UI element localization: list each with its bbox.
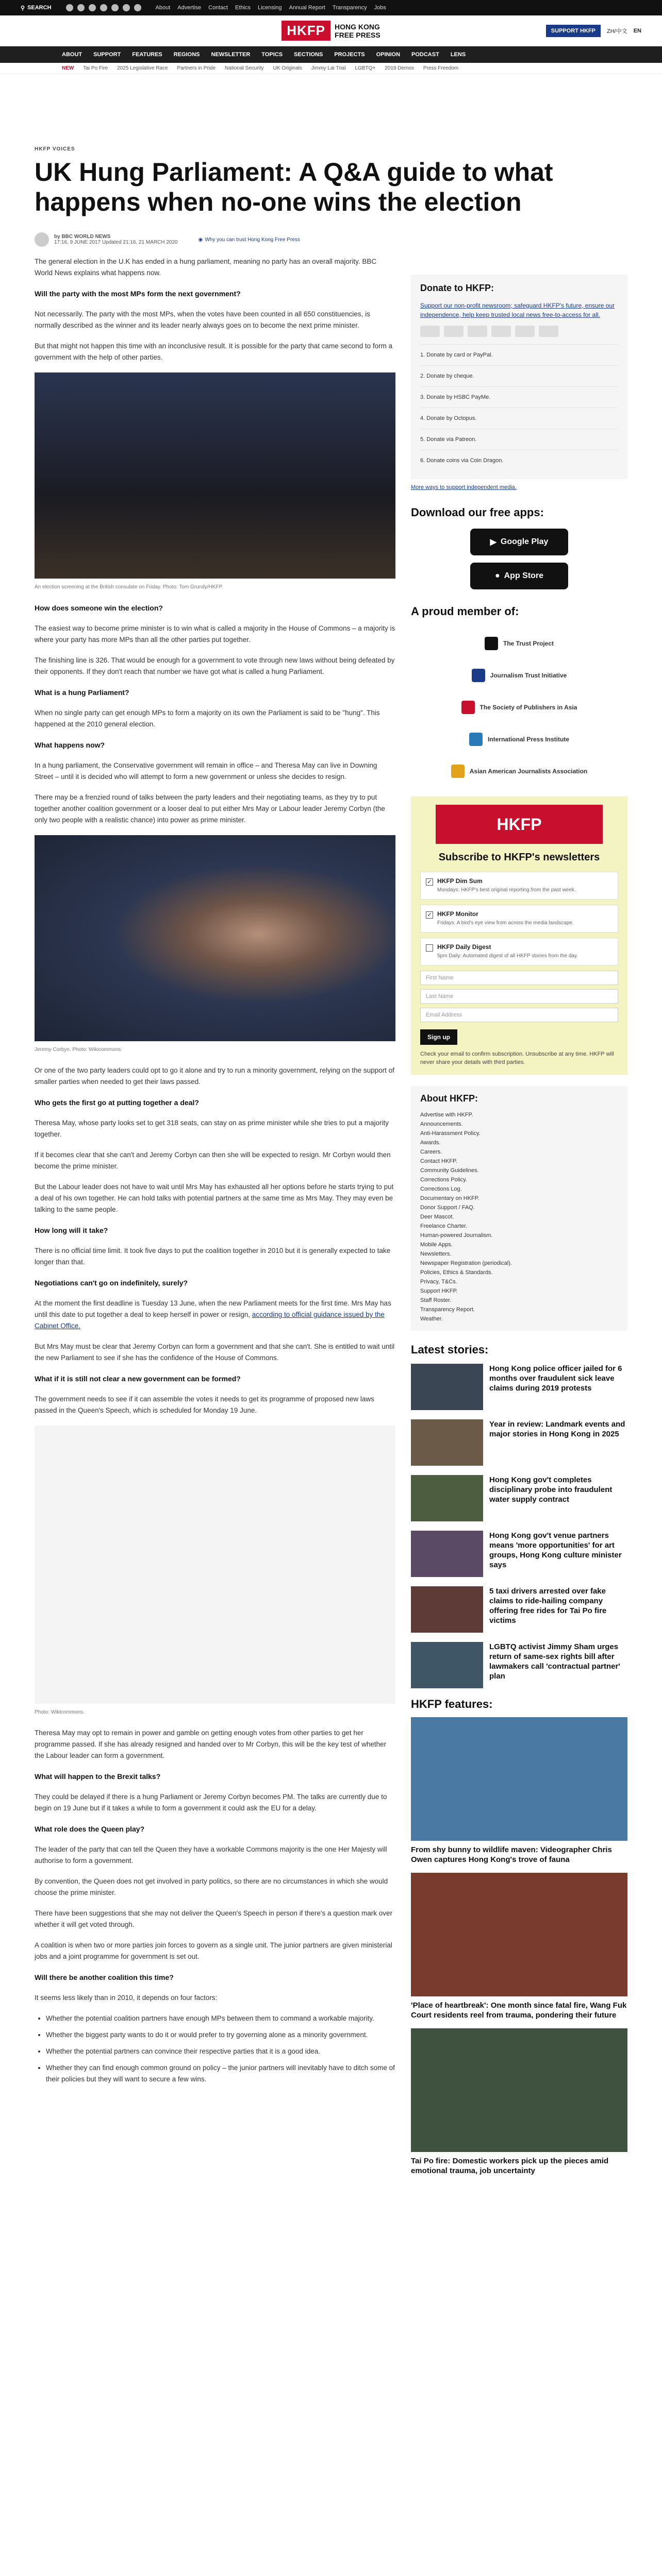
section-heading: What if it is still not clear a new government can be formed? <box>35 1375 241 1383</box>
newsletter-options <box>420 872 618 965</box>
image-caption: An election screening at the British consulate on Friday. Photo: Tom Grundy/HKFP. <box>35 584 223 590</box>
story-thumbnail[interactable] <box>411 1586 483 1633</box>
story-title[interactable]: Year in review: Landmark events and major stories in Hong Kong in 2025 <box>489 1420 625 1438</box>
newsletter-desc: 5pm Daily: Automated digest of all HKFP stories from the day. <box>437 953 578 959</box>
article-paragraph: Theresa May, whose party looks set to get 318 seats, can stay on as prime minister while she tries to put a majority together. <box>35 1119 389 1138</box>
author-avatar <box>35 232 49 247</box>
about-link[interactable]: Anti-Harassment Policy. <box>420 1130 481 1137</box>
trending-link[interactable]: Partners in Pride <box>177 65 216 71</box>
member-logo[interactable] <box>411 691 627 723</box>
article-category[interactable]: HKFP VOICES <box>35 146 75 152</box>
top-link[interactable]: Ethics <box>235 5 251 11</box>
donate-method[interactable]: 1. Donate by card or PayPal. <box>420 344 618 365</box>
newsletter-checkbox[interactable]: ✓ <box>426 878 433 886</box>
newsletter-name: HKFP Daily Digest <box>437 943 491 951</box>
member-name: The Society of Publishers in Asia <box>479 704 577 711</box>
trending-bar <box>0 63 662 74</box>
about-link[interactable]: Staff Roster. <box>420 1297 452 1303</box>
newsletter-option-text <box>437 877 576 894</box>
story-item[interactable] <box>411 1419 627 1466</box>
article-paragraph: The general election in the U.K has ended in a hung parliament, meaning no party has an overall majority. BBC World News explains what happens now. <box>35 258 377 277</box>
support-button[interactable]: SUPPORT HKFP <box>546 25 601 37</box>
about-link[interactable]: Documentary on HKFP. <box>420 1195 479 1201</box>
page-container <box>35 146 627 2184</box>
feature-item[interactable] <box>411 2028 627 2176</box>
trending-link[interactable]: 2025 Legislative Race <box>117 65 168 71</box>
story-title[interactable]: Hong Kong police officer jailed for 6 months over fraudulent sick leave claims during 2019 protests <box>489 1364 622 1393</box>
factor-item: • Whether they can find enough common ground on policy – the junior partners will inevitably have to ditch some of their policies but they will want to secure a few wins. <box>46 2062 395 2085</box>
story-item[interactable] <box>411 1364 627 1410</box>
top-link[interactable]: Contact <box>208 5 228 11</box>
top-utility-bar <box>0 0 662 15</box>
google-play-button[interactable] <box>470 529 568 555</box>
member-logo[interactable] <box>411 723 627 755</box>
nav-item[interactable]: FEATURES <box>132 52 162 58</box>
visa-icon <box>420 326 440 337</box>
about-link[interactable]: Freelance Charter. <box>420 1223 468 1229</box>
octopus-icon <box>539 326 558 337</box>
story-thumbnail[interactable] <box>411 1419 483 1466</box>
article-body <box>35 256 395 2184</box>
section-heading: How does someone win the election? <box>35 604 163 612</box>
section-heading: What role does the Queen play? <box>35 1825 145 1833</box>
about-link[interactable]: Corrections Log. <box>420 1186 462 1192</box>
feature-item[interactable] <box>411 1717 627 1865</box>
donate-text[interactable]: Support our non-profit newsroom; safeguard HKFP's future, ensure our independence, help keep trusted local news free-to-access for all. <box>420 302 615 318</box>
about-link[interactable]: Weather. <box>420 1316 443 1322</box>
newsletter-desc: Mondays: HKFP's best original reporting from the past week. <box>437 887 576 893</box>
member-name: Journalism Trust Initiative <box>490 672 567 679</box>
nav-item[interactable]: REGIONS <box>173 52 200 58</box>
search-button[interactable]: ⚲ SEARCH <box>21 5 52 11</box>
feature-image[interactable] <box>411 2028 627 2152</box>
feature-item[interactable] <box>411 1873 627 2020</box>
search-icon: ⚲ <box>21 5 25 11</box>
article-paragraph: There may be a frenzied round of talks between the party leaders and their negotiating teams, as they try to put together another coalition government or a looser deal to put either Mrs May or Labour leader Jeremy Corbyn (the only two people with a realistic chance) into power as prime minister. <box>35 793 385 824</box>
sidebar <box>411 256 627 2184</box>
top-links <box>156 5 386 11</box>
donate-title: Donate to HKFP: <box>420 283 494 293</box>
feature-title[interactable]: From shy bunny to wildlife maven: Videographer Chris Owen captures Hong Kong's trove of fauna <box>411 1845 612 1864</box>
newsletter-option[interactable] <box>420 938 618 965</box>
about-link[interactable]: Announcements. <box>420 1121 463 1127</box>
paragraph-text: At the moment the first deadline is Tuesday 13 June, when the new Parliament meets for the first time. Mrs May has until this date to put together a deal to keep herself in power or resign, <box>35 1299 391 1318</box>
member-badge <box>469 733 483 746</box>
newsletter-input[interactable]: Email Address <box>420 1008 618 1022</box>
newsletter-logo: HKFP <box>436 805 603 844</box>
article-paragraph: By convention, the Queen does not get involved in party politics, so there are no circumstances in which she would choose the prime minister. <box>35 1877 388 1896</box>
member-name: Asian American Journalists Association <box>469 768 588 775</box>
donate-method[interactable]: 4. Donate by Octopus. <box>420 408 618 429</box>
nav-item[interactable]: LENS <box>450 52 466 58</box>
article-paragraph: But that might not happen this time with an inconclusive result. It is possible for the party that came second to form a government with the help of other parties. <box>35 342 393 361</box>
nav-item[interactable]: PODCAST <box>411 52 439 58</box>
article-paragraph: The easiest way to become prime minister is to win what is called a majority in the House of Commons – a majority is where your party has more MPs than all the other parties put together. <box>35 624 395 643</box>
newsletter-name: HKFP Monitor <box>437 910 478 918</box>
logo-text <box>335 23 380 39</box>
content-columns <box>35 256 627 2184</box>
nav-item[interactable]: SECTIONS <box>294 52 323 58</box>
feature-title[interactable]: 'Place of heartbreak': One month since fatal fire, Wang Fuk Court residents reel from trauma, pondering their future <box>411 2001 627 2020</box>
paypal-icon <box>468 326 487 337</box>
feature-image[interactable] <box>411 1717 627 1841</box>
features-list <box>411 1717 627 2176</box>
newsletter-option[interactable] <box>420 905 618 933</box>
article-paragraph <box>35 1298 395 1332</box>
logo-mark: HKFP <box>282 21 330 41</box>
member-name: International Press Institute <box>487 736 570 743</box>
about-link[interactable]: Newspaper Registration (periodical). <box>420 1260 512 1266</box>
story-thumbnail[interactable] <box>411 1364 483 1410</box>
top-link[interactable]: Advertise <box>177 5 202 11</box>
trust-link[interactable] <box>198 237 300 243</box>
article-paragraph: There have been suggestions that she may not deliver the Queen's Speech in person if there's a question mark over whether it will get voted through. <box>35 1909 393 1928</box>
trending-link[interactable]: LGBTQ+ <box>355 65 376 71</box>
article-paragraph: It seems less likely than in 2010, it depends on four factors: <box>35 1994 218 2002</box>
section-heading: What happens now? <box>35 741 105 749</box>
about-link[interactable]: Community Guidelines. <box>420 1167 479 1174</box>
article-paragraph: Theresa May may opt to remain in power and gamble on getting enough votes from other parties to get her programme passed. If she has already resigned and handed over to Mr Corbyn, this will be the key test of whether the Labour leader can form a government. <box>35 1729 387 1759</box>
byline-text <box>54 234 178 245</box>
newsletter-input[interactable]: First Name <box>420 971 618 985</box>
about-link[interactable]: Corrections Policy. <box>420 1177 467 1183</box>
trending-link[interactable]: 2019 Demos <box>385 65 414 71</box>
apple-icon: ● <box>494 571 500 580</box>
story-title[interactable]: LGBTQ activist Jimmy Sham urges return of same-sex rights bill after lawmakers call 'contractual partner' plan <box>489 1642 620 1681</box>
nav-item[interactable]: ABOUT <box>62 52 82 58</box>
election-screening-photo[interactable] <box>35 372 395 579</box>
trending-link[interactable]: Tai Po Fire <box>83 65 108 71</box>
facebook-icon[interactable] <box>66 4 73 11</box>
feature-title[interactable]: Tai Po fire: Domestic workers pick up the pieces amid emotional trauma, job uncertainty <box>411 2157 609 2175</box>
newsletter-input[interactable]: Last Name <box>420 989 618 1004</box>
lang-en-link[interactable]: EN <box>633 28 641 34</box>
corbyn-photo[interactable] <box>35 835 395 1041</box>
trending-label: NEW <box>62 65 74 71</box>
article-paragraph: Or one of the two party leaders could opt to go it alone and try to run a minority government, relying on the support of smaller parties when needed to get their laws passed. <box>35 1066 394 1086</box>
article-paragraph: There is no official time limit. It took five days to put the coalition together in 2010 but it is generally expected to take longer than that. <box>35 1247 391 1266</box>
lang-zh-link[interactable]: ZH/中文 <box>606 28 627 35</box>
nav-item[interactable]: SUPPORT <box>93 52 121 58</box>
story-title[interactable]: 5 taxi drivers arrested over fake claims to ride-hailing company offering free rides for Tai Po fire victims <box>489 1587 607 1625</box>
top-link[interactable]: Transparency <box>332 5 367 11</box>
features-section <box>411 1698 627 2176</box>
newsletter-desc: Fridays: A bird's eye view from across the media landscape. <box>437 920 574 926</box>
about-link[interactable]: Awards. <box>420 1140 441 1146</box>
logo-line-2: FREE PRESS <box>335 30 380 39</box>
newsletter-checkbox[interactable]: ✓ <box>426 911 433 919</box>
trending-link[interactable]: Jimmy Lai Trial <box>311 65 346 71</box>
features-title: HKFP features: <box>411 1698 493 1710</box>
member-badge <box>472 669 485 682</box>
section-heading: How long will it take? <box>35 1226 108 1234</box>
donate-method[interactable]: 3. Donate by HSBC PayMe. <box>420 386 618 408</box>
story-item[interactable] <box>411 1531 627 1577</box>
about-link[interactable]: Newsletters. <box>420 1251 452 1257</box>
telegram-icon[interactable] <box>123 4 130 11</box>
payment-icons <box>420 326 618 337</box>
top-link[interactable]: Annual Report <box>289 5 325 11</box>
section-heading: Will the party with the most MPs form the next government? <box>35 290 241 298</box>
newsletter-note: Check your email to confirm subscription. Unsubscribe at any time. HKFP will never share your details with third parties. <box>420 1051 614 1065</box>
article-title: UK Hung Parliament: A Q&A guide to what happens when no-one wins the election <box>35 158 553 216</box>
about-title: About HKFP: <box>420 1093 478 1104</box>
latest-list <box>411 1364 627 1688</box>
factor-item: • Whether the biggest party wants to do it or would prefer to try governing alone as a minority government. <box>46 2029 395 2041</box>
image-caption: Jeremy Corbyn. Photo: Wikicommons. <box>35 1047 123 1053</box>
story-thumbnail[interactable] <box>411 1531 483 1577</box>
article-paragraph: The leader of the party that can tell the Queen they have a workable Commons majority is the one Her Majesty will authorise to form a government. <box>35 1845 387 1865</box>
member-badge <box>485 637 498 650</box>
about-link[interactable]: Advertise with HKFP. <box>420 1112 473 1118</box>
logo-line-1: HONG KONG <box>335 22 380 31</box>
amex-icon <box>491 326 511 337</box>
nav-item[interactable]: NEWSLETTER <box>211 52 251 58</box>
latest-title: Latest stories: <box>411 1343 489 1356</box>
more-ways-link[interactable]: More ways to support independent media. <box>411 484 517 490</box>
instagram-icon[interactable] <box>89 4 96 11</box>
article-paragraph: They could be delayed if there is a hung Parliament or Jeremy Corbyn becomes PM. The talks are currently due to begin on 19 June but if it takes a while to form a government it could ask the EU for a delay. <box>35 1793 387 1812</box>
story-item[interactable] <box>411 1586 627 1633</box>
app-store-label: App Store <box>504 571 544 580</box>
apps-title: Download our free apps: <box>411 506 544 519</box>
article-paragraph: When no single party can get enough MPs to form a majority on its own the Parliament is said to be "hung". This happened at the 2010 general election. <box>35 709 380 728</box>
top-link[interactable]: Licensing <box>258 5 282 11</box>
donate-method[interactable]: 6. Donate coins via Coin Dragon. <box>420 450 618 471</box>
member-name: The Trust Project <box>503 640 554 647</box>
signup-button[interactable]: Sign up <box>420 1029 457 1045</box>
top-link[interactable]: About <box>155 5 171 11</box>
byline <box>35 232 627 247</box>
author-name[interactable]: by BBC WORLD NEWS <box>54 234 111 240</box>
factor-item: • Whether the potential partners can convince their respective parties that it is a good idea. <box>46 2046 395 2057</box>
threads-icon[interactable] <box>100 4 107 11</box>
nav-item[interactable]: TOPICS <box>261 52 283 58</box>
newsletter-name: HKFP Dim Sum <box>437 877 483 885</box>
article-paragraph: But Mrs May must be clear that Jeremy Corbyn can form a government and that she can't. She is entitled to wait until the new Parliament to see if she has the confidence of the House of Commons. <box>35 1343 395 1362</box>
member-logo[interactable] <box>411 659 627 691</box>
member-badge <box>461 701 475 714</box>
about-link[interactable]: Deer Mascot. <box>420 1214 454 1220</box>
cabinet-office-link[interactable]: according to official guidance issued by the Cabinet Office. <box>35 1311 385 1330</box>
newsletter-form <box>420 971 618 1022</box>
trust-link-label: Why you can trust Hong Kong Free Press <box>205 236 300 243</box>
article-dates: 17:16, 9 JUNE 2017 Updated 21:16, 21 MARCH 2020 <box>54 240 178 245</box>
newsletter-checkbox[interactable] <box>426 944 433 952</box>
article-paragraph: The finishing line is 326. That would be enough for a government to vote through new laws without being defeated by their opponents. If they don't reach that number we have got what is called a hung Parliament. <box>35 656 395 675</box>
section-heading: What will happen to the Brexit talks? <box>35 1772 161 1781</box>
nav-item[interactable]: PROJECTS <box>334 52 365 58</box>
google-play-label: Google Play <box>500 537 549 546</box>
about-link[interactable]: Policies, Ethics & Standards. <box>420 1269 493 1276</box>
about-link[interactable]: Support HKFP. <box>420 1288 458 1294</box>
story-item[interactable] <box>411 1642 627 1688</box>
masthead-actions <box>546 25 641 37</box>
factor-list <box>46 2013 395 2085</box>
feature-image[interactable] <box>411 1873 627 1996</box>
about-box <box>411 1086 627 1331</box>
story-title[interactable]: Hong Kong gov't completes disciplinary probe into fraudulent water supply contract <box>489 1476 613 1504</box>
main-navigation <box>0 46 662 63</box>
about-link[interactable]: Contact HKFP. <box>420 1158 457 1164</box>
youtube-icon[interactable] <box>111 4 119 11</box>
story-item[interactable] <box>411 1475 627 1521</box>
donate-box <box>411 275 627 479</box>
app-store-button[interactable] <box>470 563 568 589</box>
latest-stories <box>411 1343 627 1688</box>
section-heading: Negotiations can't go on indefinitely, surely? <box>35 1279 188 1287</box>
about-link[interactable]: Careers. <box>420 1149 442 1155</box>
image-caption: Photo: Wikicommons. <box>35 1709 85 1715</box>
trending-link[interactable]: Press Freedom <box>423 65 459 71</box>
member-logo[interactable] <box>411 755 627 787</box>
story-thumbnail[interactable] <box>411 1475 483 1521</box>
factor-item: • Whether the potential coalition partners have enough MPs between them to command a workable majority. <box>46 2013 395 2024</box>
trending-link[interactable]: UK Originals <box>273 65 302 71</box>
newsletter-option-text <box>437 910 574 927</box>
member-badge <box>451 765 465 778</box>
donate-method[interactable]: 2. Donate by cheque. <box>420 365 618 386</box>
article-paragraph: In a hung parliament, the Conservative government will remain in office – and Theresa May can live in Downing Street – until it is decided who will attempt to form a new government or unless she decides to resign. <box>35 761 377 781</box>
site-logo[interactable] <box>282 21 380 41</box>
play-icon: ▶ <box>490 538 496 547</box>
about-link[interactable]: Human-powered Journalism. <box>420 1232 493 1239</box>
email-icon[interactable] <box>134 4 141 11</box>
member-logos <box>411 628 627 787</box>
masthead <box>0 15 662 46</box>
section-heading: What is a hung Parliament? <box>35 688 129 697</box>
about-link[interactable]: Privacy, T&Cs. <box>420 1279 457 1285</box>
member-logo[interactable] <box>411 628 627 659</box>
newsletter-option[interactable] <box>420 872 618 900</box>
about-link[interactable]: Transparency Report. <box>420 1307 475 1313</box>
donate-methods <box>420 344 618 471</box>
section-heading: Will there be another coalition this time? <box>35 1973 174 1981</box>
nav-item[interactable]: OPINION <box>376 52 401 58</box>
x-icon[interactable] <box>77 4 85 11</box>
story-thumbnail[interactable] <box>411 1642 483 1688</box>
member-title: A proud member of: <box>411 605 519 618</box>
newsletter-title: Subscribe to HKFP's newsletters <box>438 852 600 863</box>
newsletter-option-text <box>437 943 578 960</box>
about-link[interactable]: Donor Support / FAQ. <box>420 1205 475 1211</box>
trending-link[interactable]: National Security <box>225 65 264 71</box>
article-paragraph: A coalition is when two or more parties join forces to govern as a single unit. The junior partners are given ministerial jobs and a joint programme for government is set out. <box>35 1941 392 1960</box>
shield-icon: ◉ <box>198 236 203 243</box>
article-paragraph: Not necessarily. The party with the most MPs, when the votes have been counted in all 650 constituencies, is normally described as the winner and its leader nearly always goes on to become the next prime minister. <box>35 310 370 329</box>
social-links <box>66 4 141 11</box>
newsletter-box <box>411 796 627 1075</box>
donate-method[interactable]: 5. Donate via Patreon. <box>420 429 618 450</box>
about-list <box>420 1110 618 1324</box>
section-heading: Who gets the first go at putting together a deal? <box>35 1098 199 1107</box>
story-title[interactable]: Hong Kong gov't venue partners means 'more opportunities' for art groups, Hong Kong culture minister says <box>489 1531 622 1569</box>
about-link[interactable]: Mobile Apps. <box>420 1242 453 1248</box>
article-paragraph: But the Labour leader does not have to wait until Mrs May has exhausted all her options before he starts trying to put a deal of his own together. He can hold talks with potential partners at the same time as Mrs May. They may even be talking to the same people. <box>35 1183 394 1213</box>
article-paragraph: The government needs to see if it can assemble the votes it needs to get its programme of proposed new laws passed in the Queen's Speech, which is scheduled for Monday 19 June. <box>35 1395 374 1414</box>
top-link[interactable]: Jobs <box>374 5 386 11</box>
article-paragraph: If it becomes clear that she can't and Jeremy Corbyn can then she will be expected to resign. Mr Corbyn would then become the prime minister. <box>35 1151 391 1170</box>
mastercard-icon <box>444 326 464 337</box>
payme-icon <box>515 326 535 337</box>
wikicommons-photo[interactable] <box>35 1426 395 1704</box>
